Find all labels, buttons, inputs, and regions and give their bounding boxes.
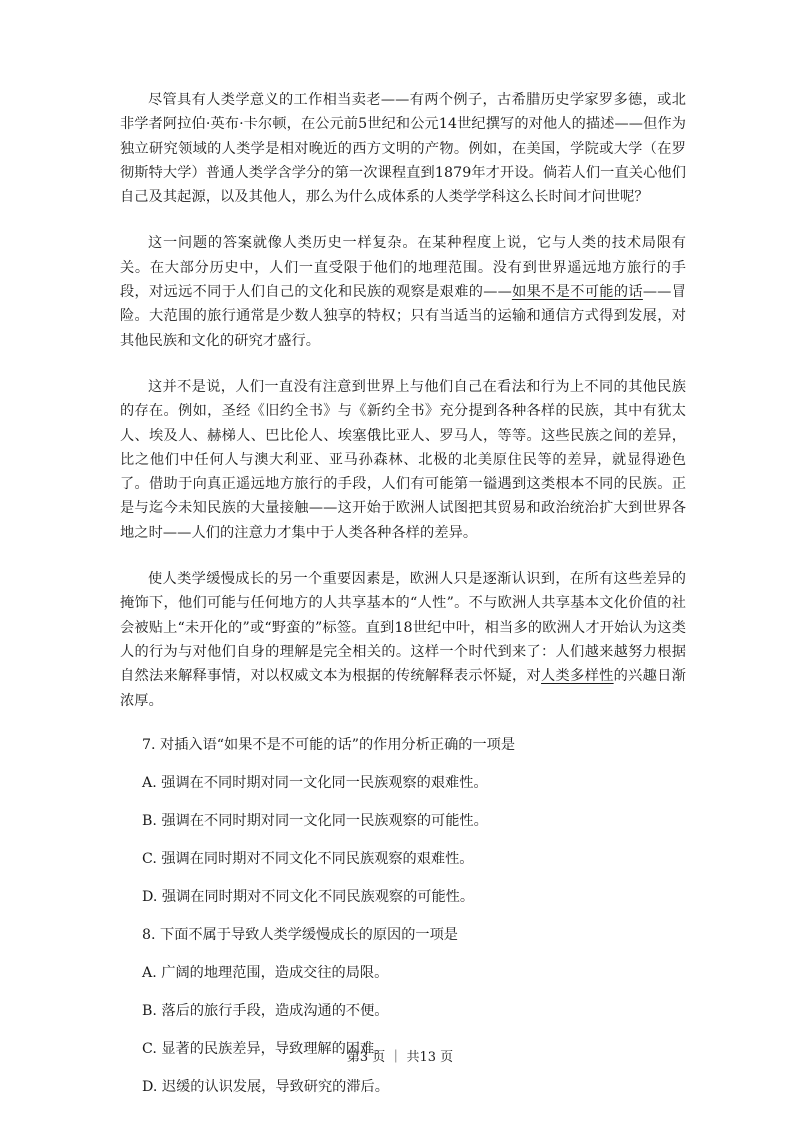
underlined-phrase-insertion: 如果不是不可能的话 — [511, 284, 643, 301]
page-footer: 第3 页 ｜ 共13 页 — [346, 1050, 454, 1065]
underlined-phrase-diversity: 人类多样性 — [541, 668, 614, 685]
paragraph-3: 这并不是说，人们一直没有注意到世界上与他们自己在看法和行为上不同的其他民族的存在。例如，圣经《旧约全书》与《新约全书》充分提到各种各样的民族，其中有犹太人、埃及人、赫梯人、巴比伦人、埃塞俄比亚人、罗马人，等等。这些民族之间的差异，比之他们中任何人与澳大利亚、亚马孙森林、北极的北美原住民等的差异，就显得逊色了。借助于向真正遥远地方旅行的手段，人们有可能第一镒遇到这类根本不同的民族。正是与迄今未知民族的大量接触——这开始于欧洲人试图把其贸易和政治统治扩大到世界各地之时——人们的注意力才集中于人类各种各样的差异。 — [120, 378, 686, 541]
question-8-stem: 8. 下面不属于导致人类学缓慢成长的原因的一项是 — [142, 926, 458, 943]
paragraph-2 — [120, 231, 686, 352]
question-7-option-a: A. 强调在不同时期对同一文化同一民族观察的艰难性。 — [142, 774, 488, 791]
paragraph-2-text-b: ——冒险。大范围的旅行通常是少数人独享的特权；只有当适当的运输和通信方式得到发展，对其他民族和文化的研究才盛行。 — [120, 284, 686, 349]
paragraph-4-text-b: 的兴趣日渐浓厚。 — [120, 668, 686, 709]
question-7-option-c: C. 强调在同时期对不同文化不同民族观察的艰难性。 — [142, 850, 474, 867]
paragraph-2-text-a: 这一问题的答案就像人类历史一样复杂。在某种程度上说，它与人类的技术局限有关。在大部分历史中，人们一直受限于他们的地理范围。没有到世界遥远地方旅行的手段，对远远不同于人们自己的文化和民族的观察是艰难的—— — [120, 235, 686, 301]
document-body — [120, 88, 686, 1097]
question-7-stem: 7. 对插入语“如果不是不可能的话”的作用分析正确的一项是 — [142, 736, 516, 753]
question-8-option-c: C. 显著的民族差异，导致理解的困难。 — [142, 1040, 389, 1057]
question-8-option-b: B. 落后的旅行手段，造成沟通的不便。 — [142, 1002, 389, 1019]
question-7-option-d: D. 强调在同时期对不同文化不同民族观察的可能性。 — [142, 888, 475, 905]
paragraph-4 — [120, 567, 686, 713]
paragraph-4-text-a: 使人类学缓慢成长的另一个重要因素是，欧洲人只是逐渐认识到，在所有这些差异的掩饰下，他们可能与任何地方的人共享基本的“人性”。不与欧洲人共享基本文化价值的社会被贴上“未开化的”或“野蛮的”标签。直到18世纪中叶，相当多的欧洲人才开始认为这类人的行为与对他们自身的理解是完全相关的。这样一个时代到来了：人们越来越努力根据自然法来解释事情，对以权威文本为根据的传统解释表示怀疑，对 — [120, 571, 686, 685]
question-7-option-b: B. 强调在不同时期对同一文化同一民族观察的可能性。 — [142, 812, 488, 829]
question-8-option-d: D. 迟缓的认识发展，导致研究的滞后。 — [142, 1078, 389, 1095]
question-8-option-a: A. 广阔的地理范围，造成交往的局限。 — [142, 964, 389, 981]
paragraph-1: 尽管具有人类学意义的工作相当卖老——有两个例子，古希腊历史学家罗多德，或北非学者阿拉伯·英布·卡尔顿，在公元前5世纪和公元14世纪撰写的对他人的描述——但作为独立研究领域的人类学是相对晚近的西方文明的产物。例如，在美国，学院或大学（在罗彻斯特大学）普通人类学含学分的第一次课程直到1879年才开设。倘若人们一直关心他们自己及其起源，以及其他人，那么为什么成体系的人类学学科这么长时间才问世呢？ — [120, 92, 686, 206]
